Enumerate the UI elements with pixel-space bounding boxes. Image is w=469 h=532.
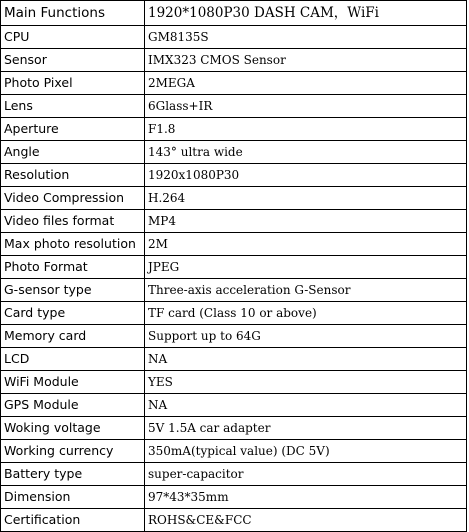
table-row (1, 463, 467, 486)
spec-value: F1.8 (145, 118, 467, 141)
spec-label: Card type (1, 302, 145, 325)
spec-label: G-sensor type (1, 279, 145, 302)
table-row (1, 210, 467, 233)
spec-value: 5V 1.5A car adapter (145, 417, 467, 440)
spec-value: NA (145, 394, 467, 417)
spec-value: 143° ultra wide (145, 141, 467, 164)
spec-value: ROHS&CE&FCC (145, 509, 467, 532)
spec-value: NA (145, 348, 467, 371)
table-row (1, 118, 467, 141)
spec-label: Video files format (1, 210, 145, 233)
table-row (1, 95, 467, 118)
table-row (1, 279, 467, 302)
table-row (1, 256, 467, 279)
spec-label: Working currency (1, 440, 145, 463)
spec-value: H.264 (145, 187, 467, 210)
table-row (1, 509, 467, 532)
spec-label: CPU (1, 26, 145, 49)
table-row (1, 348, 467, 371)
spec-value: 6Glass+IR (145, 95, 467, 118)
table-row (1, 141, 467, 164)
spec-label: Max photo resolution (1, 233, 145, 256)
spec-value: 97*43*35mm (145, 486, 467, 509)
spec-label: LCD (1, 348, 145, 371)
spec-label: Resolution (1, 164, 145, 187)
table-row (1, 49, 467, 72)
spec-value: 1920x1080P30 (145, 164, 467, 187)
spec-label: Angle (1, 141, 145, 164)
table-row (1, 233, 467, 256)
spec-value: Three-axis acceleration G-Sensor (145, 279, 467, 302)
spec-label: Certification (1, 509, 145, 532)
spec-label: Lens (1, 95, 145, 118)
table-row (1, 1, 467, 26)
spec-label: GPS Module (1, 394, 145, 417)
table-row (1, 394, 467, 417)
spec-value: TF card (Class 10 or above) (145, 302, 467, 325)
table-row (1, 325, 467, 348)
spec-value: 350mA(typical value) (DC 5V) (145, 440, 467, 463)
spec-value: YES (145, 371, 467, 394)
spec-value: super-capacitor (145, 463, 467, 486)
spec-label: Sensor (1, 49, 145, 72)
spec-value: Support up to 64G (145, 325, 467, 348)
spec-label: Main Functions (1, 1, 145, 26)
spec-value: MP4 (145, 210, 467, 233)
table-row (1, 26, 467, 49)
table-row (1, 302, 467, 325)
spec-value: JPEG (145, 256, 467, 279)
spec-value: IMX323 CMOS Sensor (145, 49, 467, 72)
table-row (1, 440, 467, 463)
spec-value: GM8135S (145, 26, 467, 49)
spec-value: 2M (145, 233, 467, 256)
table-row (1, 164, 467, 187)
spec-table-body (1, 1, 467, 532)
spec-value: 2MEGA (145, 72, 467, 95)
spec-label: Video Compression (1, 187, 145, 210)
spec-label: Photo Pixel (1, 72, 145, 95)
spec-value: 1920*1080P30 DASH CAM，WiFi (145, 1, 467, 26)
table-row (1, 187, 467, 210)
table-row (1, 417, 467, 440)
table-row (1, 72, 467, 95)
spec-label: Woking voltage (1, 417, 145, 440)
spec-label: Aperture (1, 118, 145, 141)
spec-label: Memory card (1, 325, 145, 348)
table-row (1, 371, 467, 394)
spec-label: WiFi Module (1, 371, 145, 394)
spec-label: Battery type (1, 463, 145, 486)
spec-label: Photo Format (1, 256, 145, 279)
spec-label: Dimension (1, 486, 145, 509)
table-row (1, 486, 467, 509)
